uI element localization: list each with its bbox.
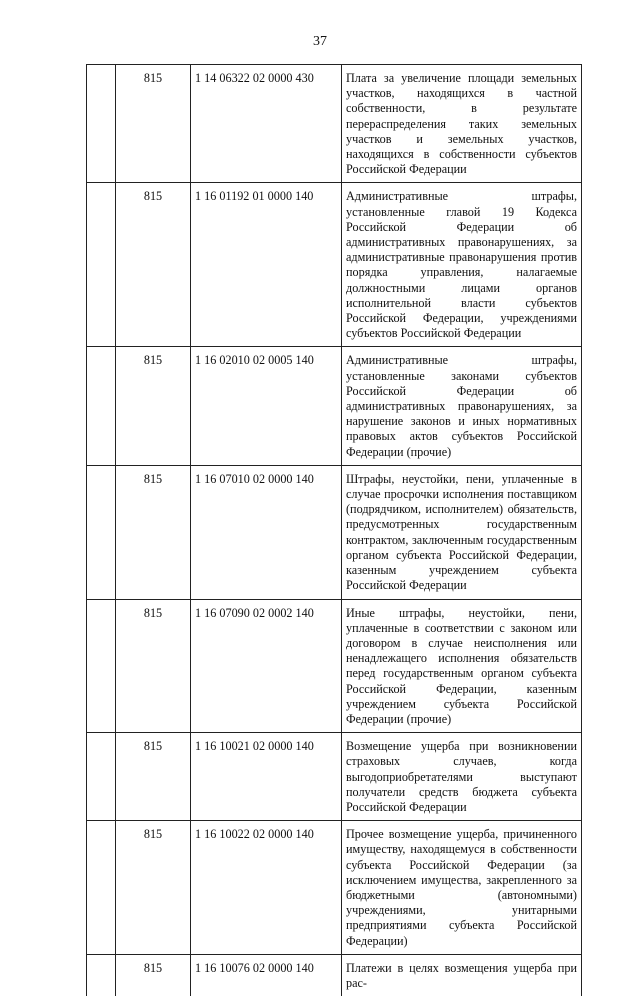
empty-cell [87,821,116,955]
description-cell: Административные штрафы, установленные главой 19 Кодекса Российской Федерации об административных правонарушениях, за административные правонарушения против порядка управления, налагаемые должностными лицами органов исполнительной власти субъектов Российской Федерации, учреждениями субъектов Российской Федерации [342,183,582,347]
income-code-cell: 1 16 01192 01 0000 140 [191,183,342,347]
admin-code-cell: 815 [116,954,191,996]
description-cell: Административные штрафы, установленные законами субъектов Российской Федерации об административных правонарушениях, за нарушение законов и иных нормативных правовых актов субъектов Российской Федерации (прочие) [342,347,582,465]
admin-code-cell: 815 [116,821,191,955]
description-cell: Прочее возмещение ущерба, причиненного имуществу, находящемуся в собственности субъекта Российской Федерации (за исключением имущества, закрепленного за бюджетными (автономными) учреждениями, унитарными предприятиями субъекта Российской Федерации) [342,821,582,955]
table-row [87,465,582,599]
admin-code-cell: 815 [116,465,191,599]
table-row [87,599,582,733]
income-code-cell: 1 16 07010 02 0000 140 [191,465,342,599]
income-code-cell: 1 14 06322 02 0000 430 [191,65,342,183]
table-row [87,65,582,183]
description-cell: Плата за увеличение площади земельных участков, находящихся в частной собственности, в результате перераспределения таких земельных участков и земельных участков, находящихся в собственности субъектов Российской Федерации [342,65,582,183]
table-row [87,733,582,821]
description-cell: Иные штрафы, неустойки, пени, уплаченные в соответствии с законом или договором в случае неисполнения или ненадлежащего исполнения обязательств перед государственным органом субъекта Российской Федерации, казенным учреждением субъекта Российской Федерации (прочие) [342,599,582,733]
income-code-cell: 1 16 02010 02 0005 140 [191,347,342,465]
empty-cell [87,733,116,821]
description-cell: Возмещение ущерба при возникновении страховых случаев, когда выгодоприобретателями выступают получатели средств бюджета субъекта Российской Федерации [342,733,582,821]
budget-codes-table [86,64,582,996]
empty-cell [87,465,116,599]
admin-code-cell: 815 [116,733,191,821]
table-row [87,347,582,465]
empty-cell [87,954,116,996]
income-code-cell: 1 16 10076 02 0000 140 [191,954,342,996]
table-row [87,183,582,347]
admin-code-cell: 815 [116,183,191,347]
admin-code-cell: 815 [116,599,191,733]
admin-code-cell: 815 [116,65,191,183]
table-row [87,954,582,996]
description-cell: Платежи в целях возмещения ущерба при рас- [342,954,582,996]
page-number: 37 [313,34,327,49]
admin-code-cell: 815 [116,347,191,465]
empty-cell [87,599,116,733]
income-code-cell: 1 16 10021 02 0000 140 [191,733,342,821]
empty-cell [87,347,116,465]
income-code-cell: 1 16 10022 02 0000 140 [191,821,342,955]
empty-cell [87,65,116,183]
empty-cell [87,183,116,347]
table-row [87,821,582,955]
income-code-cell: 1 16 07090 02 0002 140 [191,599,342,733]
description-cell: Штрафы, неустойки, пени, уплаченные в случае просрочки исполнения поставщиком (подрядчиком, исполнителем) обязательств, предусмотренных государственным контрактом, заключенным государственным органом субъекта Российской Федерации, казенным учреждением субъекта Российской Федерации [342,465,582,599]
